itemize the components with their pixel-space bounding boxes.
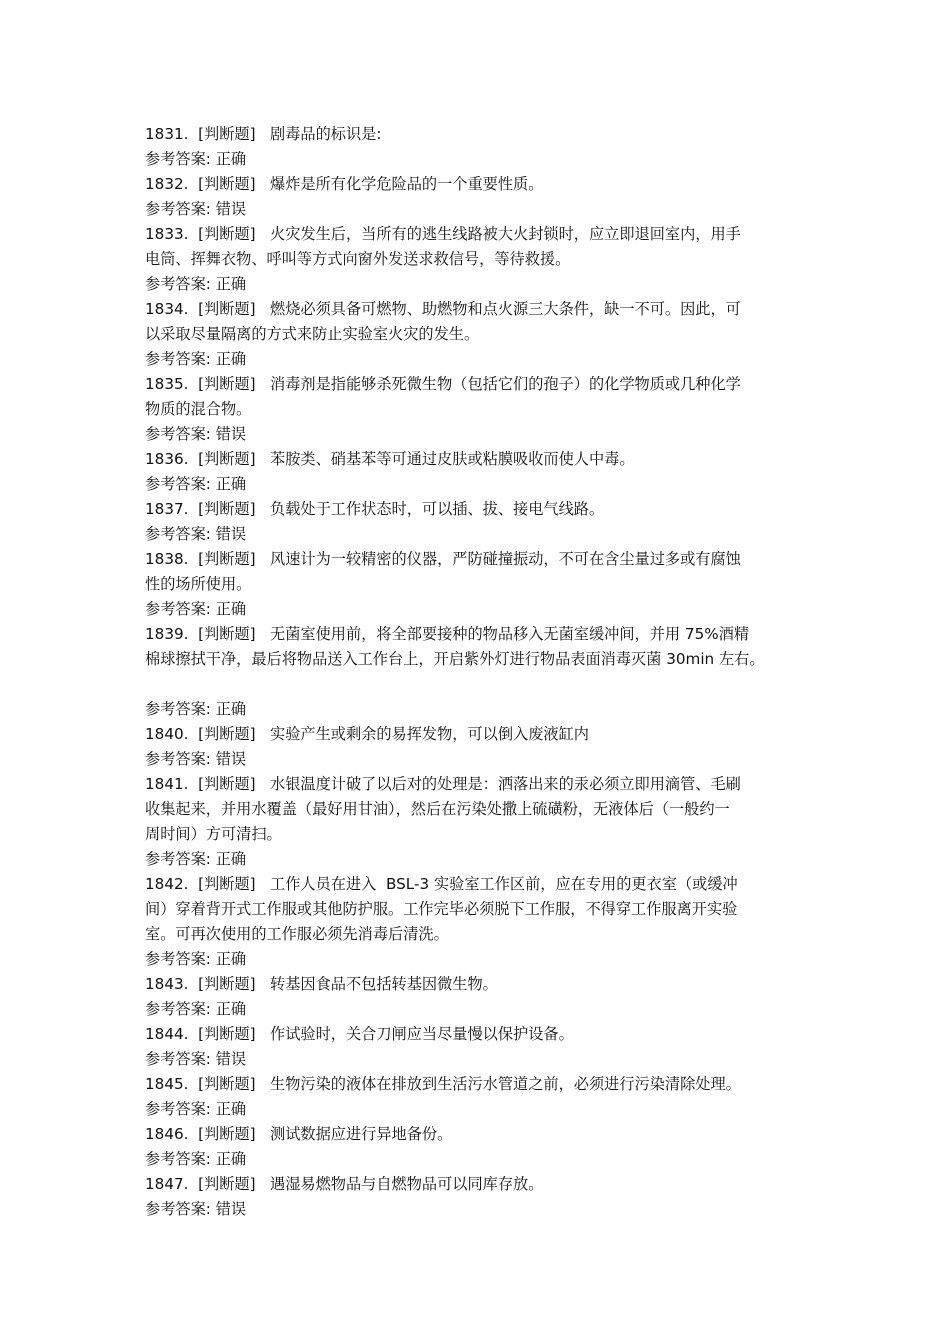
question-text-continued: 周时间）方可清扫。 [145,825,282,843]
reference-answer: 参考答案: 错误 [145,1050,247,1068]
question-text: 1847. [判断题] 遇湿易燃物品与自燃物品可以同库存放。 [145,1175,544,1193]
question-text-continued: 电筒、挥舞衣物、呼叫等方式向窗外发送求救信号，等待救援。 [145,250,571,268]
question-item [145,222,825,297]
question-text: 1842. [判断题] 工作人员在进入 BSL-3 实验室工作区前，应在专用的更衣室（或缓冲 [145,875,738,893]
reference-answer: 参考答案: 正确 [145,700,247,718]
question-item [145,172,825,222]
reference-answer: 参考答案: 正确 [145,850,247,868]
question-text: 1839. [判断题] 无菌室使用前，将全部要接种的物品移入无菌室缓冲间，并用 75%酒精 [145,625,750,643]
question-item [145,622,825,722]
question-text: 1832. [判断题] 爆炸是所有化学危险品的一个重要性质。 [145,175,544,193]
question-item [145,447,825,497]
question-item [145,872,825,972]
question-text: 1838. [判断题] 风速计为一较精密的仪器，严防碰撞振动，不可在含尘量过多或有腐蚀 [145,550,741,568]
question-text: 1831. [判断题] 剧毒品的标识是: [145,125,382,143]
question-item [145,547,825,622]
reference-answer: 参考答案: 正确 [145,1150,247,1168]
question-item [145,1122,825,1172]
reference-answer: 参考答案: 正确 [145,600,247,618]
question-text-continued: 收集起来，并用水覆盖（最好用甘油），然后在污染处撒上硫磺粉，无液体后（一般约一 [145,800,730,818]
document-page [145,122,825,1222]
question-text: 1845. [判断题] 生物污染的液体在排放到生活污水管道之前，必须进行污染清除处理。 [145,1075,741,1093]
question-item [145,497,825,547]
reference-answer: 参考答案: 正确 [145,275,247,293]
question-item [145,1172,825,1222]
reference-answer: 参考答案: 错误 [145,200,247,218]
question-text: 1835. [判断题] 消毒剂是指能够杀死微生物（包括它们的孢子）的化学物质或几种化学 [145,375,741,393]
question-text-continued: 性的场所使用。 [145,575,252,593]
reference-answer: 参考答案: 正确 [145,150,247,168]
question-item [145,1022,825,1072]
reference-answer: 参考答案: 错误 [145,750,247,768]
reference-answer: 参考答案: 错误 [145,525,247,543]
question-text: 1840. [判断题] 实验产生或剩余的易挥发物，可以倒入废液缸内 [145,725,589,743]
question-text-continued: 间）穿着背开式工作服或其他防护服。工作完毕必须脱下工作服，不得穿工作服离开实验 [145,900,738,918]
question-text: 1843. [判断题] 转基因食品不包括转基因微生物。 [145,975,498,993]
question-text: 1834. [判断题] 燃烧必须具备可燃物、助燃物和点火源三大条件，缺一不可。因此，可 [145,300,741,318]
question-text: 1844. [判断题] 作试验时，关合刀闸应当尽量慢以保护设备。 [145,1025,574,1043]
reference-answer: 参考答案: 正确 [145,950,247,968]
question-item [145,1072,825,1122]
question-text: 1837. [判断题] 负载处于工作状态时，可以插、拔、接电气线路。 [145,500,605,518]
question-item [145,722,825,772]
question-text: 1833. [判断题] 火灾发生后，当所有的逃生线路被大火封锁时，应立即退回室内，用手 [145,225,741,243]
question-text-continued: 室。可再次使用的工作服必须先消毒后清洗。 [145,925,449,943]
question-item [145,772,825,872]
question-text: 1846. [判断题] 测试数据应进行异地备份。 [145,1125,453,1143]
reference-answer: 参考答案: 正确 [145,1100,247,1118]
question-text-continued: 物质的混合物。 [145,400,252,418]
question-text-continued: 以采取尽量隔离的方式来防止实验室火灾的发生。 [145,325,480,343]
question-item [145,372,825,447]
reference-answer: 参考答案: 正确 [145,350,247,368]
question-item [145,122,825,172]
blank-line [145,672,825,697]
question-text: 1841. [判断题] 水银温度计破了以后对的处理是：洒落出来的汞必须立即用滴管、毛刷 [145,775,741,793]
reference-answer: 参考答案: 正确 [145,475,247,493]
reference-answer: 参考答案: 正确 [145,1000,247,1018]
reference-answer: 参考答案: 错误 [145,1200,247,1218]
reference-answer: 参考答案: 错误 [145,425,247,443]
question-item [145,297,825,372]
question-text: 1836. [判断题] 苯胺类、硝基苯等可通过皮肤或粘膜吸收而使人中毒。 [145,450,635,468]
question-text-continued: 棉球擦拭干净，最后将物品送入工作台上，开启紫外灯进行物品表面消毒灭菌 30min 左右。 [145,650,765,668]
question-item [145,972,825,1022]
